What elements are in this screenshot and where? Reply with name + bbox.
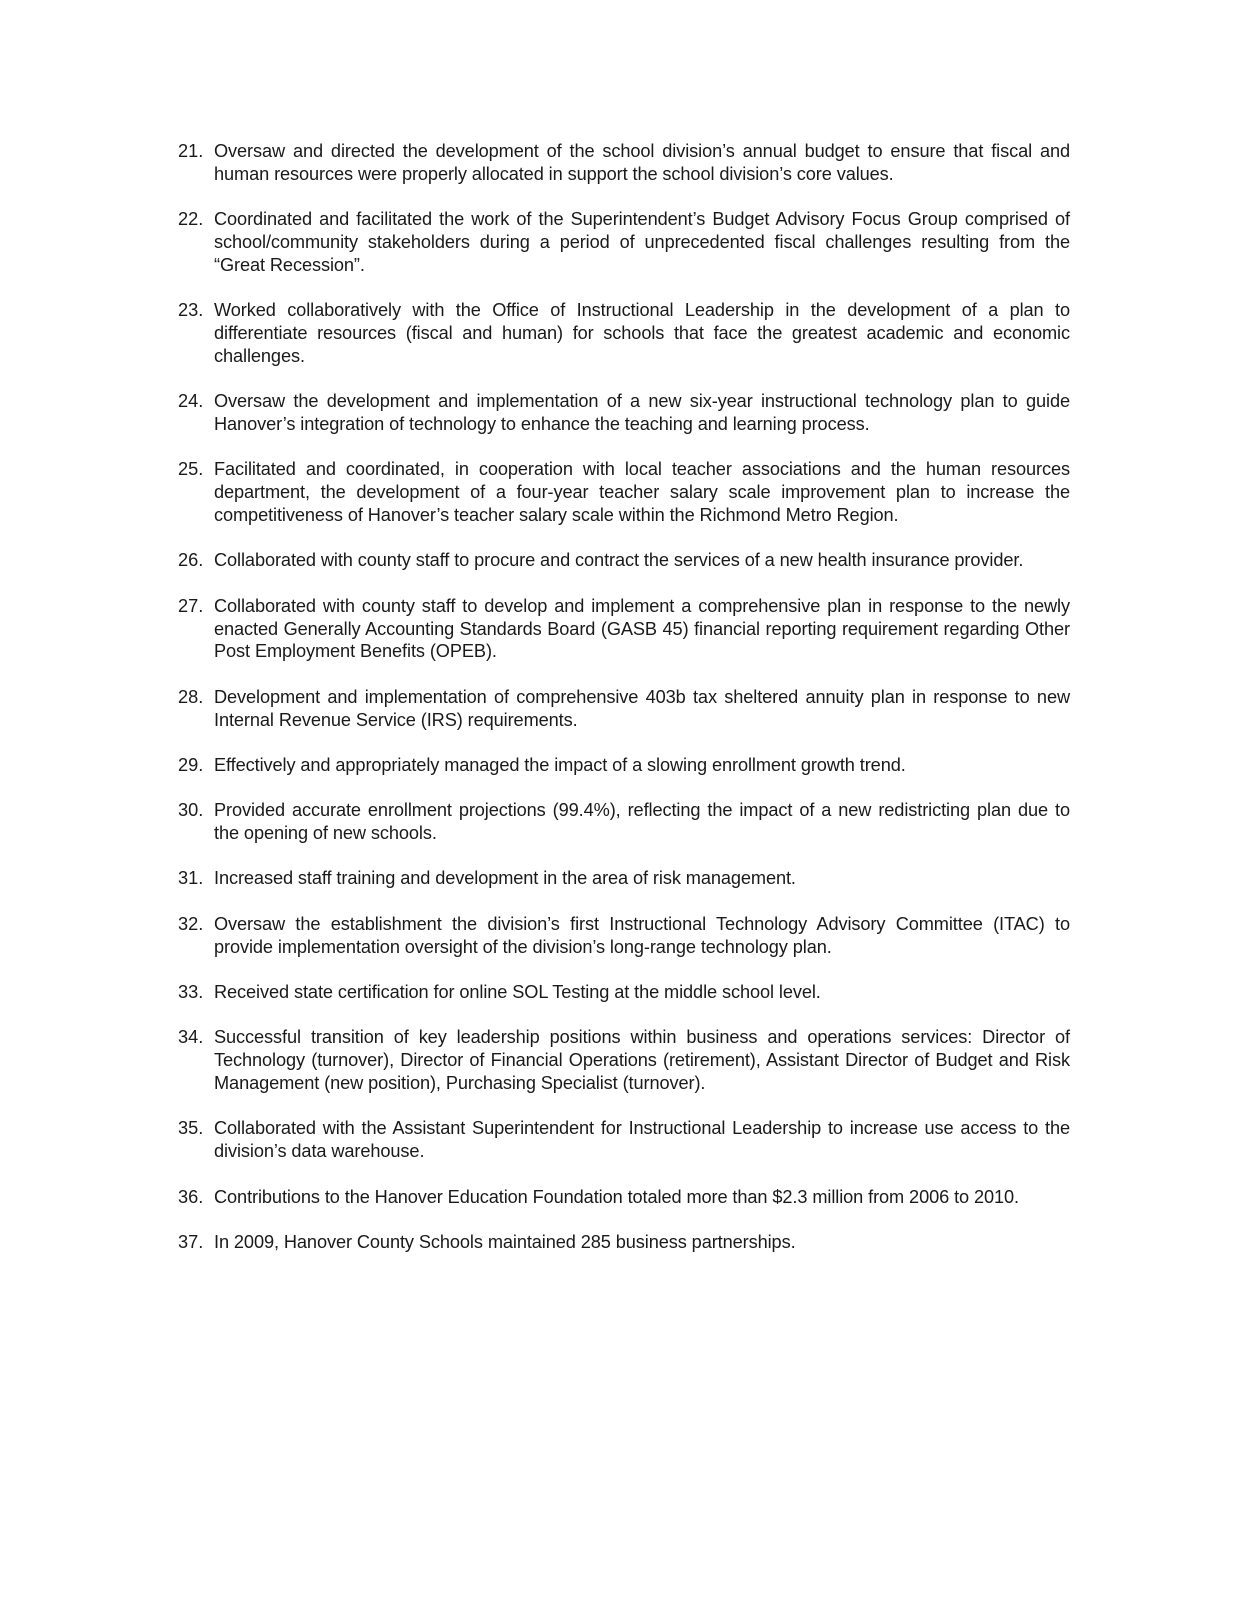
item-number: 33.	[178, 982, 204, 1003]
list-item	[178, 686, 1070, 732]
item-text: Contributions to the Hanover Education Foundation totaled more than $2.3 million from 2006 to 2010.	[214, 1186, 1020, 1207]
item-number: 30.	[178, 800, 204, 821]
item-text: Increased staff training and development in the area of risk management.	[214, 868, 796, 889]
item-text: Successful transition of key leadership positions within business and operations services: Director of Technology (turnover), Director of Financial Operations (retirement), Assistant Director of Budget and Risk Management (new position), Purchasing Specialist (turnover).	[214, 1027, 1070, 1094]
item-text: Oversaw the establishment the division’s first Instructional Technology Advisory Committee (ITAC) to provide implementation oversight of the division’s long-range technology plan.	[214, 913, 1070, 957]
list-item	[178, 595, 1070, 663]
accomplishments-list	[178, 140, 1070, 1276]
item-text: Worked collaboratively with the Office of Instructional Leadership in the development of a plan to differentiate resources (fiscal and human) for schools that face the greatest academic and economic challenges.	[214, 300, 1070, 366]
list-item	[178, 981, 1070, 1004]
item-number: 35.	[178, 1118, 204, 1139]
list-item	[178, 913, 1070, 959]
item-number: 21.	[178, 141, 204, 161]
item-number: 26.	[178, 550, 204, 571]
list-item	[178, 799, 1070, 845]
item-number: 25.	[178, 459, 204, 480]
item-number: 34.	[178, 1027, 204, 1048]
list-item	[178, 140, 1070, 186]
list-item	[178, 867, 1070, 890]
list-item	[178, 754, 1070, 777]
list-item	[178, 458, 1070, 526]
item-number: 24.	[178, 391, 204, 412]
list-item	[178, 1026, 1070, 1094]
item-text: Facilitated and coordinated, in cooperation with local teacher associations and the human resources department, the development of a four-year teacher salary scale improvement plan to increase the competitiveness of Hanover’s teacher salary scale within the Richmond Metro Region.	[214, 459, 1070, 525]
list-item	[178, 549, 1070, 572]
item-text: Effectively and appropriately managed the impact of a slowing enrollment growth trend.	[214, 754, 906, 775]
item-number: 36.	[178, 1186, 204, 1207]
list-item	[178, 208, 1070, 276]
item-number: 27.	[178, 595, 204, 616]
item-text: Collaborated with county staff to procure and contract the services of a new health insurance provider.	[214, 550, 1024, 571]
item-text: Collaborated with county staff to develop and implement a comprehensive plan in response to the newly enacted Generally Accounting Standards Board (GASB 45) financial reporting requirement regarding Other Post Employment Benefits (OPEB).	[214, 595, 1070, 662]
item-number: 31.	[178, 868, 204, 889]
item-text: Oversaw and directed the development of the school division’s annual budget to ensure that fiscal and human resources were properly allocated in support the school division’s core values.	[214, 141, 1070, 184]
item-number: 29.	[178, 754, 204, 775]
item-text: Development and implementation of comprehensive 403b tax sheltered annuity plan in response to new Internal Revenue Service (IRS) requirements.	[214, 686, 1070, 730]
item-number: 37.	[178, 1232, 204, 1252]
item-text: Received state certification for online SOL Testing at the middle school level.	[214, 982, 821, 1003]
item-number: 23.	[178, 300, 204, 321]
item-text: In 2009, Hanover County Schools maintained 285 business partnerships.	[214, 1232, 796, 1252]
item-text: Provided accurate enrollment projections (99.4%), reflecting the impact of a new redistricting plan due to the opening of new schools.	[214, 800, 1070, 844]
item-number: 28.	[178, 686, 204, 707]
item-number: 22.	[178, 209, 204, 230]
item-text: Coordinated and facilitated the work of the Superintendent’s Budget Advisory Focus Group comprised of school/community stakeholders during a period of unprecedented fiscal challenges resulting from the “Great Recession”.	[214, 209, 1070, 275]
list-item	[178, 299, 1070, 367]
list-item	[178, 1231, 1070, 1254]
item-text: Collaborated with the Assistant Superintendent for Instructional Leadership to increase use access to the division’s data warehouse.	[214, 1118, 1070, 1162]
list-item	[178, 390, 1070, 436]
list-item	[178, 1117, 1070, 1163]
list-item	[178, 1186, 1070, 1209]
item-number: 32.	[178, 913, 204, 934]
item-text: Oversaw the development and implementation of a new six-year instructional technology plan to guide Hanover’s integration of technology to enhance the teaching and learning process.	[214, 391, 1070, 434]
